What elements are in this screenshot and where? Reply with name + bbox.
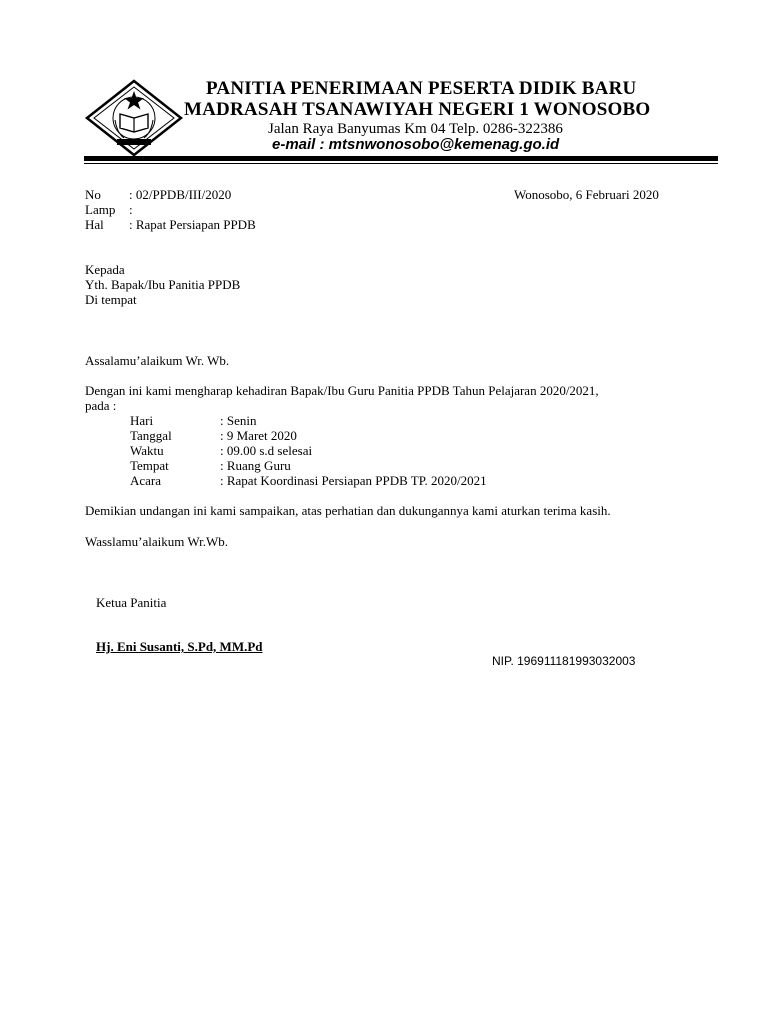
schedule-label: Acara bbox=[130, 473, 162, 488]
letter-attachment-label: Lamp bbox=[85, 202, 116, 217]
schedule-row-date bbox=[130, 428, 297, 443]
schedule-label: Hari bbox=[130, 413, 154, 428]
closing-paragraph: Demikian undangan ini kami sampaikan, atas perhatian dan dukungannya kami aturkan terima kasih. bbox=[85, 503, 611, 518]
kemenag-emblem-icon bbox=[84, 78, 184, 158]
letter-number-label: No bbox=[85, 187, 101, 202]
signature-nip: NIP. 196911181993032003 bbox=[492, 654, 636, 668]
letter-number-row bbox=[85, 187, 231, 202]
recipient-name: Yth. Bapak/Ibu Panitia PPDB bbox=[85, 277, 241, 292]
intro-line-1: Dengan ini kami mengharap kehadiran Bapak/Ibu Guru Panitia PPDB Tahun Pelajaran 2020/2021, bbox=[85, 383, 599, 398]
greeting: Assalamu’alaikum Wr. Wb. bbox=[85, 353, 230, 368]
schedule-value: : 09.00 s.d selesai bbox=[220, 443, 313, 458]
schedule-value: : Rapat Koordinasi Persiapan PPDB TP. 2020/2021 bbox=[220, 473, 487, 488]
letter-place-date: Wonosobo, 6 Februari 2020 bbox=[514, 187, 659, 202]
intro-line-2: pada : bbox=[85, 398, 117, 413]
letter-attachment-value: : bbox=[129, 202, 133, 217]
signature-title: Ketua Panitia bbox=[96, 595, 167, 610]
schedule-label: Waktu bbox=[130, 443, 164, 458]
farewell: Wasslamu’alaikum Wr.Wb. bbox=[85, 534, 228, 549]
letterhead-address: Jalan Raya Banyumas Km 04 Telp. 0286-322386 bbox=[268, 121, 563, 137]
letterhead-school-name: MADRASAH TSANAWIYAH NEGERI 1 WONOSOBO bbox=[184, 99, 651, 120]
schedule-row-event bbox=[130, 473, 487, 488]
letter-subject-row bbox=[85, 217, 256, 232]
recipient-to: Kepada bbox=[85, 262, 125, 277]
letter-subject-value: : Rapat Persiapan PPDB bbox=[129, 217, 256, 232]
letter-number-value: : 02/PPDB/III/2020 bbox=[129, 187, 232, 202]
signature-name: Hj. Eni Susanti, S.Pd, MM.Pd bbox=[96, 639, 263, 654]
letterhead-committee-title: PANITIA PENERIMAAN PESERTA DIDIK BARU bbox=[206, 78, 637, 99]
letterhead-divider-thin bbox=[84, 163, 718, 164]
schedule-value: : Ruang Guru bbox=[220, 458, 291, 473]
letterhead-divider-thick bbox=[84, 156, 718, 161]
schedule-label: Tanggal bbox=[130, 428, 172, 443]
schedule-label: Tempat bbox=[130, 458, 169, 473]
schedule-value: : Senin bbox=[220, 413, 257, 428]
schedule-row-place bbox=[130, 458, 291, 473]
letter-subject-label: Hal bbox=[85, 217, 104, 232]
schedule-row-time bbox=[130, 443, 312, 458]
letterhead-email: e-mail : mtsnwonosobo@kemenag.go.id bbox=[272, 136, 560, 153]
schedule-row-day bbox=[130, 413, 256, 428]
letter-attachment-row bbox=[85, 202, 133, 217]
recipient-place: Di tempat bbox=[85, 292, 137, 307]
schedule-value: : 9 Maret 2020 bbox=[220, 428, 297, 443]
